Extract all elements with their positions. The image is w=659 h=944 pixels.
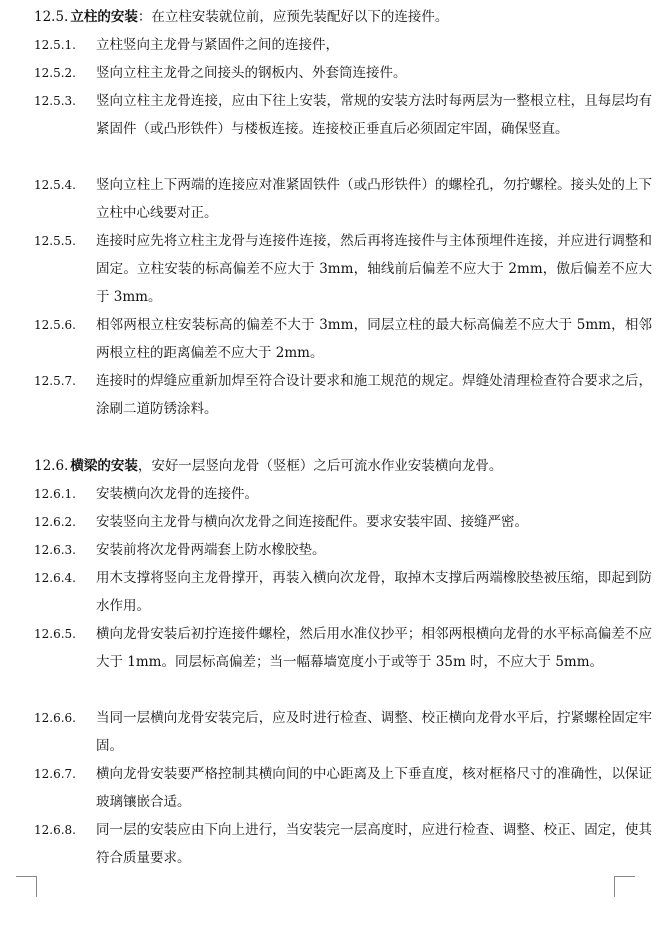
item-number: 12.5.2.	[34, 66, 76, 80]
item-number: 12.6.8.	[34, 823, 76, 837]
item-text: 连接时的焊缝应重新加焊至符合设计要求和施工规范的规定。焊缝处清理检查符合要求之后，涂刷二道防锈涂料。	[96, 373, 652, 417]
item-text: 用木支撑将竖向主龙骨撑开，再装入横向次龙骨，取掉木支撑后两端橡胶垫被压缩，即起到防水作用。	[96, 570, 652, 614]
item-text: 竖向立柱上下两端的连接应对准紧固铁件（或凸形铁件）的螺栓孔，勿拧螺栓。接头处的上下立柱中心线要对正。	[96, 177, 652, 221]
item-number: 12.6.7.	[34, 767, 76, 781]
item-text: 安装竖向主龙骨与横向次龙骨之间连接配件。要求安装牢固、接缝严密。	[96, 514, 528, 530]
section-intro: ，安好一层竖向龙骨（竖框）之后可流水作业安装横向龙骨。	[137, 458, 503, 474]
item-number: 12.5.5.	[34, 234, 76, 248]
item-number: 12.5.7.	[34, 374, 76, 388]
page-margin-corner-right	[614, 876, 635, 897]
item-number: 12.5.6.	[34, 318, 76, 332]
section-intro: ：在立柱安装就位前，应预先装配好以下的连接件。	[137, 9, 449, 25]
item-text: 同一层的安装应由下向上进行，当安装完一层高度时，应进行检查、调整、校正、固定，使其符合质量要求。	[96, 822, 652, 866]
item-number: 12.6.1.	[34, 487, 76, 501]
item-number: 12.6.6.	[34, 711, 76, 725]
section-title: 横梁的安装	[70, 458, 138, 474]
section-title: 立柱的安装	[70, 9, 138, 25]
item-text: 立柱竖向主龙骨与紧固件之间的连接件，	[96, 37, 339, 53]
item-number: 12.6.2.	[34, 515, 76, 529]
item-text: 当同一层横向龙骨安装完后，应及时进行检查、调整、校正横向龙骨水平后，拧紧螺栓固定牢固。	[96, 710, 652, 754]
section-number: 12.5.	[34, 9, 69, 25]
item-text: 连接时应先将立柱主龙骨与连接件连接，然后再将连接件与主体预埋件连接，并应进行调整和固定。立柱安装的标高偏差不应大于 3mm，轴线前后偏差不应大于 2mm，傲后偏差不应大于 3mm。	[96, 233, 652, 305]
item-text: 竖向立柱主龙骨连接，应由下往上安装，常规的安装方法时每两层为一整根立柱，且每层均有紧固件（或凸形铁件）与楼板连接。连接校正垂直后必须固定牢固，确保竖直。	[96, 93, 652, 137]
page-margin-corner-left	[16, 876, 37, 897]
section-number: 12.6.	[34, 458, 69, 474]
item-number: 12.5.3.	[34, 94, 76, 108]
item-number: 12.6.3.	[34, 543, 76, 557]
item-number: 12.6.4.	[34, 571, 76, 585]
item-number: 12.5.1.	[34, 38, 76, 52]
item-text: 横向龙骨安装要严格控制其横向间的中心距离及上下垂直度，核对框格尺寸的准确性，以保证玻璃镶嵌合适。	[96, 766, 652, 810]
item-text: 安装横向次龙骨的连接件。	[96, 486, 258, 502]
item-number: 12.5.4.	[34, 178, 76, 192]
item-number: 12.6.5.	[34, 627, 76, 641]
section-12-6-heading	[34, 452, 634, 480]
item-text: 安装前将次龙骨两端套上防水橡胶垫。	[96, 542, 326, 558]
item-text: 竖向立柱主龙骨之间接头的钢板内、外套筒连接件。	[96, 65, 407, 81]
item-text: 相邻两根立柱安装标高的偏差不大于 3mm，同层立柱的最大标高偏差不应大于 5mm，相邻两根立柱的距离偏差不应大于 2mm。	[96, 317, 652, 361]
section-12-5-heading	[34, 3, 634, 31]
item-text: 横向龙骨安装后初拧连接件螺栓，然后用水准仪抄平；相邻两根横向龙骨的水平标高偏差不应大于 1mm。同层标高偏差；当一幅幕墙宽度小于或等于 35m 时，不应大于 5mm。	[96, 626, 652, 670]
